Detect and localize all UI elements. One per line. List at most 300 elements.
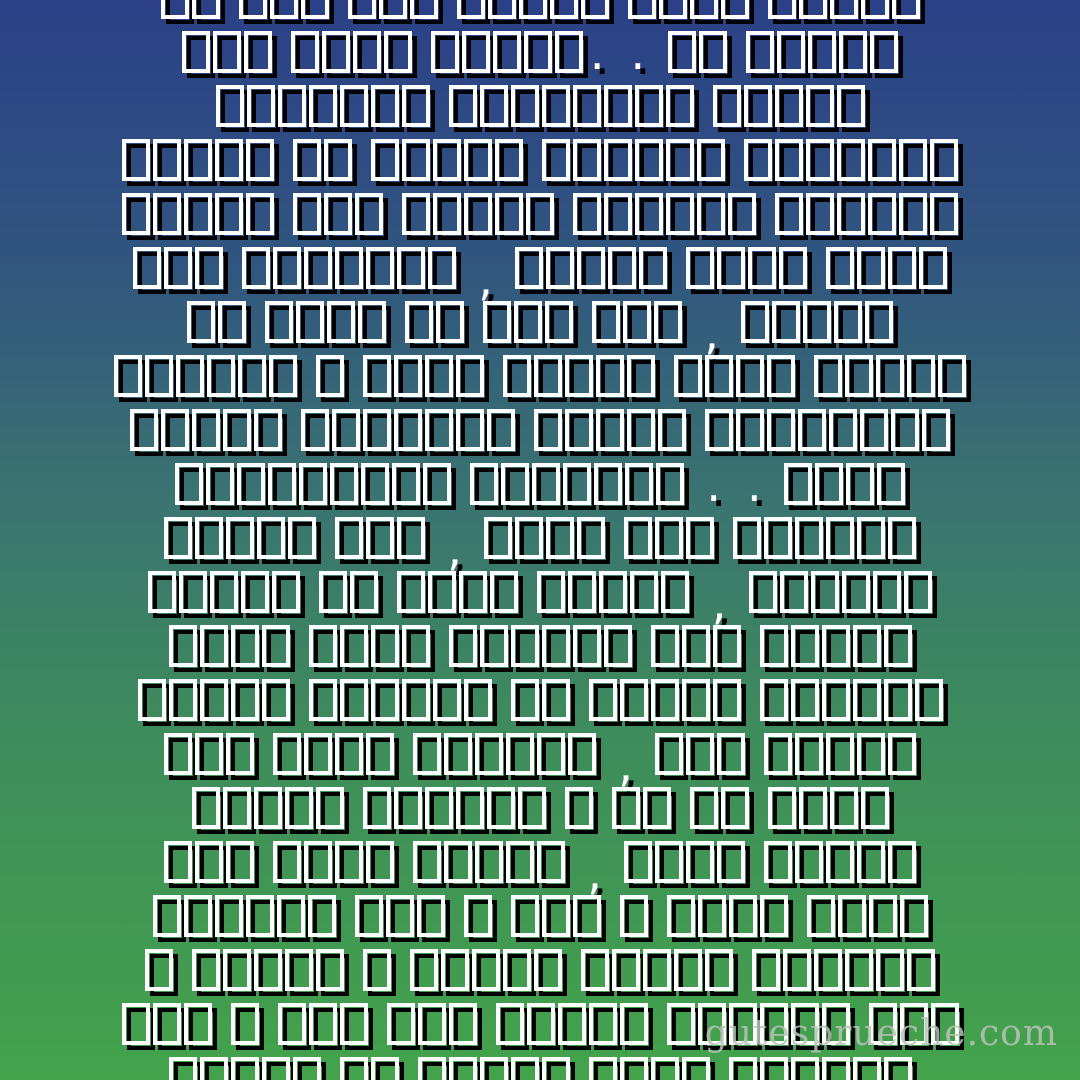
missing-glyph-box [394,409,422,451]
missing-glyph-box [666,139,694,181]
missing-glyph-box [433,139,461,181]
missing-glyph-box [620,679,648,721]
missing-glyph-box [830,0,858,19]
missing-glyph-box [397,571,425,613]
word-space [274,77,290,78]
missing-glyph-box [767,355,795,397]
missing-glyph-box [682,679,710,721]
missing-glyph-box [884,679,912,721]
missing-glyph-box [184,1003,212,1045]
missing-glyph-box [839,31,867,73]
missing-glyph-box [164,517,192,559]
word-space [594,833,610,834]
word-space [747,779,763,780]
word-space [602,941,618,942]
missing-glyph-box [161,0,189,19]
missing-glyph-box [428,571,456,613]
missing-glyph-box [764,841,792,883]
missing-glyph-box [868,139,896,181]
missing-glyph-box [366,517,394,559]
missing-glyph-box [231,1057,259,1080]
missing-glyph-box [456,409,484,451]
missing-glyph-box [231,1003,259,1045]
missing-glyph-box [853,1057,881,1080]
missing-glyph-box [511,1057,539,1080]
missing-glyph-box [304,733,332,775]
missing-glyph-box [822,1057,850,1080]
missing-glyph-box [741,301,769,343]
missing-glyph-box [145,355,173,397]
missing-glyph-box [433,679,461,721]
missing-glyph-box [573,625,601,667]
missing-glyph-box [358,301,386,343]
missing-glyph-box [449,1003,477,1045]
word-space [657,401,673,402]
missing-glyph-box [184,193,212,235]
missing-glyph-box [148,571,176,613]
punctuation-mark: , [478,252,493,306]
missing-glyph-box [656,463,684,505]
missing-glyph-box [425,355,453,397]
missing-glyph-box [907,949,935,991]
missing-glyph-box [353,31,381,73]
missing-glyph-box [114,355,142,397]
missing-glyph-box [441,949,469,991]
missing-glyph-box [795,841,823,883]
missing-glyph-box [791,1057,819,1080]
missing-glyph-box [729,895,757,937]
missing-glyph-box [837,139,865,181]
missing-glyph-box [223,949,251,991]
missing-glyph-box [639,247,667,289]
missing-glyph-box [845,355,873,397]
tofu-line [0,456,1080,510]
missing-glyph-box [122,193,150,235]
missing-glyph-box [348,0,376,19]
missing-glyph-box [506,841,534,883]
missing-glyph-box [192,787,220,829]
missing-glyph-box [495,193,523,235]
missing-glyph-box [130,409,158,451]
missing-glyph-box [379,0,407,19]
missing-glyph-box [425,787,453,829]
missing-glyph-box [870,31,898,73]
missing-glyph-box [293,193,321,235]
word-space [224,293,240,294]
word-space [467,563,483,564]
missing-glyph-box [799,0,827,19]
missing-glyph-box [698,895,726,937]
word-space [299,401,315,402]
missing-glyph-box [340,85,368,127]
missing-glyph-box [456,787,484,829]
missing-glyph-box [635,85,663,127]
missing-glyph-box [206,463,234,505]
missing-glyph-box [721,787,749,829]
missing-glyph-box [865,301,893,343]
missing-glyph-box [565,355,593,397]
missing-glyph-box [490,571,518,613]
watermark: gutesprueche.com [704,1013,1058,1054]
missing-glyph-box [273,841,301,883]
missing-glyph-box [386,895,414,937]
missing-glyph-box [888,517,916,559]
word-space [742,671,758,672]
missing-glyph-box [480,1057,508,1080]
missing-glyph-box [223,787,251,829]
missing-glyph-box [555,31,583,73]
missing-glyph-box [651,1057,679,1080]
word-space [726,509,742,510]
missing-glyph-box [254,787,282,829]
missing-glyph-box [768,787,796,829]
missing-glyph-box [930,193,958,235]
missing-glyph-box [806,193,834,235]
missing-glyph-box [697,139,725,181]
missing-glyph-box [768,0,796,19]
missing-glyph-box [780,571,808,613]
missing-glyph-box [296,301,324,343]
missing-glyph-box [335,247,363,289]
word-space [284,455,300,456]
missing-glyph-box [779,247,807,289]
missing-glyph-box [511,895,539,937]
missing-glyph-box [760,625,788,667]
missing-glyph-box [350,571,378,613]
missing-glyph-box [244,31,272,73]
missing-glyph-box [705,409,733,451]
missing-glyph-box [775,193,803,235]
missing-glyph-box [643,949,671,991]
missing-glyph-box [699,31,727,73]
missing-glyph-box [784,463,812,505]
tofu-line [0,186,1080,240]
missing-glyph-box [480,625,508,667]
missing-glyph-box [363,787,391,829]
word-space [439,23,455,24]
missing-glyph-box [876,949,904,991]
tofu-line [0,888,1080,942]
missing-glyph-box [200,679,228,721]
missing-glyph-box [332,409,360,451]
missing-glyph-box [410,0,438,19]
missing-glyph-box [215,139,243,181]
missing-glyph-box [697,193,725,235]
word-space [175,995,191,996]
missing-glyph-box [877,463,905,505]
word-space [221,23,237,24]
missing-glyph-box [309,85,337,127]
missing-glyph-box [464,193,492,235]
missing-glyph-box [444,841,472,883]
tofu-line [0,672,1080,726]
missing-glyph-box [772,301,800,343]
missing-glyph-box [210,571,238,613]
word-space [431,671,447,672]
missing-glyph-box [316,787,344,829]
missing-glyph-box [884,1057,912,1080]
missing-glyph-box [433,193,461,235]
missing-glyph-box [371,625,399,667]
missing-glyph-box [690,787,718,829]
word-space [276,239,292,240]
missing-glyph-box [511,85,539,127]
word-space [346,995,362,996]
missing-glyph-box [643,787,671,829]
missing-glyph-box [464,895,492,937]
word-space [317,563,333,564]
missing-glyph-box [153,139,181,181]
missing-glyph-box [418,1003,446,1045]
missing-glyph-box [254,949,282,991]
missing-glyph-box [888,733,916,775]
missing-glyph-box [218,301,246,343]
word-space [649,941,665,942]
missing-glyph-box [449,85,477,127]
missing-glyph-box [213,31,241,73]
missing-glyph-box [278,1003,306,1045]
missing-glyph-box [857,517,885,559]
missing-glyph-box [366,247,394,289]
word-space [750,23,766,24]
missing-glyph-box [546,247,574,289]
missing-glyph-box [366,841,394,883]
missing-glyph-box [563,463,591,505]
word-space [517,455,533,456]
missing-glyph-box [417,895,445,937]
missing-glyph-box [299,463,327,505]
word-space [556,239,572,240]
missing-glyph-box [394,787,422,829]
missing-glyph-box [176,355,204,397]
word-space [797,401,813,402]
missing-glyph-box [717,247,745,289]
missing-glyph-box [397,517,425,559]
word-space [727,185,743,186]
punctuation-mark: . [747,458,762,512]
missing-glyph-box [922,409,950,451]
word-space [688,455,704,456]
missing-glyph-box [402,139,430,181]
missing-glyph-box [534,355,562,397]
missing-glyph-box [309,1003,337,1045]
missing-glyph-box [278,85,306,127]
missing-glyph-box [729,1057,757,1080]
missing-glyph-box [293,139,321,181]
word-space [649,1049,665,1050]
missing-glyph-box [630,571,658,613]
missing-glyph-box [175,463,203,505]
missing-glyph-box [686,841,714,883]
missing-glyph-box [655,733,683,775]
missing-glyph-box [783,949,811,991]
missing-glyph-box [340,625,368,667]
missing-glyph-box [179,571,207,613]
tofu-line [0,24,1080,78]
word-space [742,725,758,726]
missing-glyph-box [604,625,632,667]
missing-glyph-box [397,247,425,289]
missing-glyph-box [241,571,269,613]
word-space [566,887,582,888]
missing-glyph-box [682,1057,710,1080]
missing-glyph-box [627,355,655,397]
missing-glyph-box [568,571,596,613]
missing-glyph-box [436,301,464,343]
missing-glyph-box [456,355,484,397]
word-space [735,995,751,996]
missing-glyph-box [257,517,285,559]
missing-glyph-box [316,355,344,397]
missing-glyph-box [238,355,266,397]
missing-glyph-box [506,733,534,775]
missing-glyph-box [518,787,546,829]
missing-glyph-box [659,0,687,19]
word-space [695,131,711,132]
missing-glyph-box [837,85,865,127]
missing-glyph-box [392,463,420,505]
word-space [345,833,361,834]
missing-glyph-box [596,355,624,397]
missing-glyph-box [604,85,632,127]
missing-glyph-box [355,193,383,235]
missing-glyph-box [262,1057,290,1080]
word-space [380,617,396,618]
missing-glyph-box [182,31,210,73]
missing-glyph-box [589,679,617,721]
missing-glyph-box [340,1057,368,1080]
missing-glyph-box [733,517,761,559]
missing-glyph-box [291,31,319,73]
missing-glyph-box [814,949,842,991]
missing-glyph-box [495,139,523,181]
missing-glyph-box [573,139,601,181]
missing-glyph-box [511,625,539,667]
missing-glyph-box [226,733,254,775]
missing-glyph-box [857,841,885,883]
missing-glyph-box [308,895,336,937]
word-space [607,887,623,888]
tofu-line [0,942,1080,996]
missing-glyph-box [483,301,511,343]
missing-glyph-box [187,301,215,343]
tofu-line [0,402,1080,456]
missing-glyph-box [826,247,854,289]
word-space [547,833,563,834]
missing-glyph-box [744,139,772,181]
missing-glyph-box [534,409,562,451]
missing-glyph-box [195,517,223,559]
missing-glyph-box [674,949,702,991]
missing-glyph-box [592,301,620,343]
missing-glyph-box [192,0,220,19]
missing-glyph-box [713,625,741,667]
word-space [330,23,346,24]
tofu-line [0,618,1080,672]
missing-glyph-box [861,0,889,19]
missing-glyph-box [537,733,565,775]
missing-glyph-box [324,193,352,235]
word-space [395,779,411,780]
word-space [354,185,370,186]
missing-glyph-box [153,1003,181,1045]
word-space [446,941,462,942]
missing-glyph-box [285,787,313,829]
missing-glyph-box [594,463,622,505]
tofu-line [0,564,1080,630]
missing-glyph-box [487,409,515,451]
missing-glyph-box [655,517,683,559]
missing-glyph-box [164,841,192,883]
missing-glyph-box [503,949,531,991]
missing-glyph-box [444,733,472,775]
missing-glyph-box [195,841,223,883]
missing-glyph-box [145,949,173,991]
missing-glyph-box [589,1057,617,1080]
missing-glyph-box [519,0,547,19]
missing-glyph-box [316,949,344,991]
word-space [255,887,271,888]
missing-glyph-box [888,841,916,883]
tofu-line [0,348,1080,402]
missing-glyph-box [327,301,355,343]
missing-glyph-box [272,571,300,613]
missing-glyph-box [534,949,562,991]
missing-glyph-box [487,787,515,829]
missing-glyph-box [760,1057,788,1080]
missing-glyph-box [184,139,212,181]
missing-glyph-box [335,733,363,775]
word-space [452,509,468,510]
missing-glyph-box [200,1057,228,1080]
missing-glyph-box [273,733,301,775]
missing-glyph-box [705,949,733,991]
missing-glyph-box [651,679,679,721]
missing-glyph-box [226,841,254,883]
missing-glyph-box [122,139,150,181]
missing-glyph-box [542,895,570,937]
missing-glyph-box [892,0,920,19]
missing-glyph-box [624,841,652,883]
missing-glyph-box [842,571,870,613]
word-space [486,401,502,402]
word-space [426,563,442,564]
word-space [571,725,587,726]
missing-glyph-box [822,625,850,667]
word-space [255,779,271,780]
missing-glyph-box [161,409,189,451]
missing-glyph-box [690,0,718,19]
tofu-line [0,132,1080,186]
missing-glyph-box [713,85,741,127]
word-space [669,293,685,294]
word-space [731,617,747,618]
missing-glyph-box [558,1003,586,1045]
missing-glyph-box [900,895,928,937]
missing-glyph-box [760,679,788,721]
missing-glyph-box [309,625,337,667]
missing-glyph-box [873,571,901,613]
missing-glyph-box [830,787,858,829]
missing-glyph-box [795,733,823,775]
missing-glyph-box [795,517,823,559]
word-space [291,671,307,672]
missing-glyph-box [651,625,679,667]
missing-glyph-box [853,625,881,667]
missing-glyph-box [705,355,733,397]
word-space [520,617,536,618]
missing-glyph-box [624,517,652,559]
